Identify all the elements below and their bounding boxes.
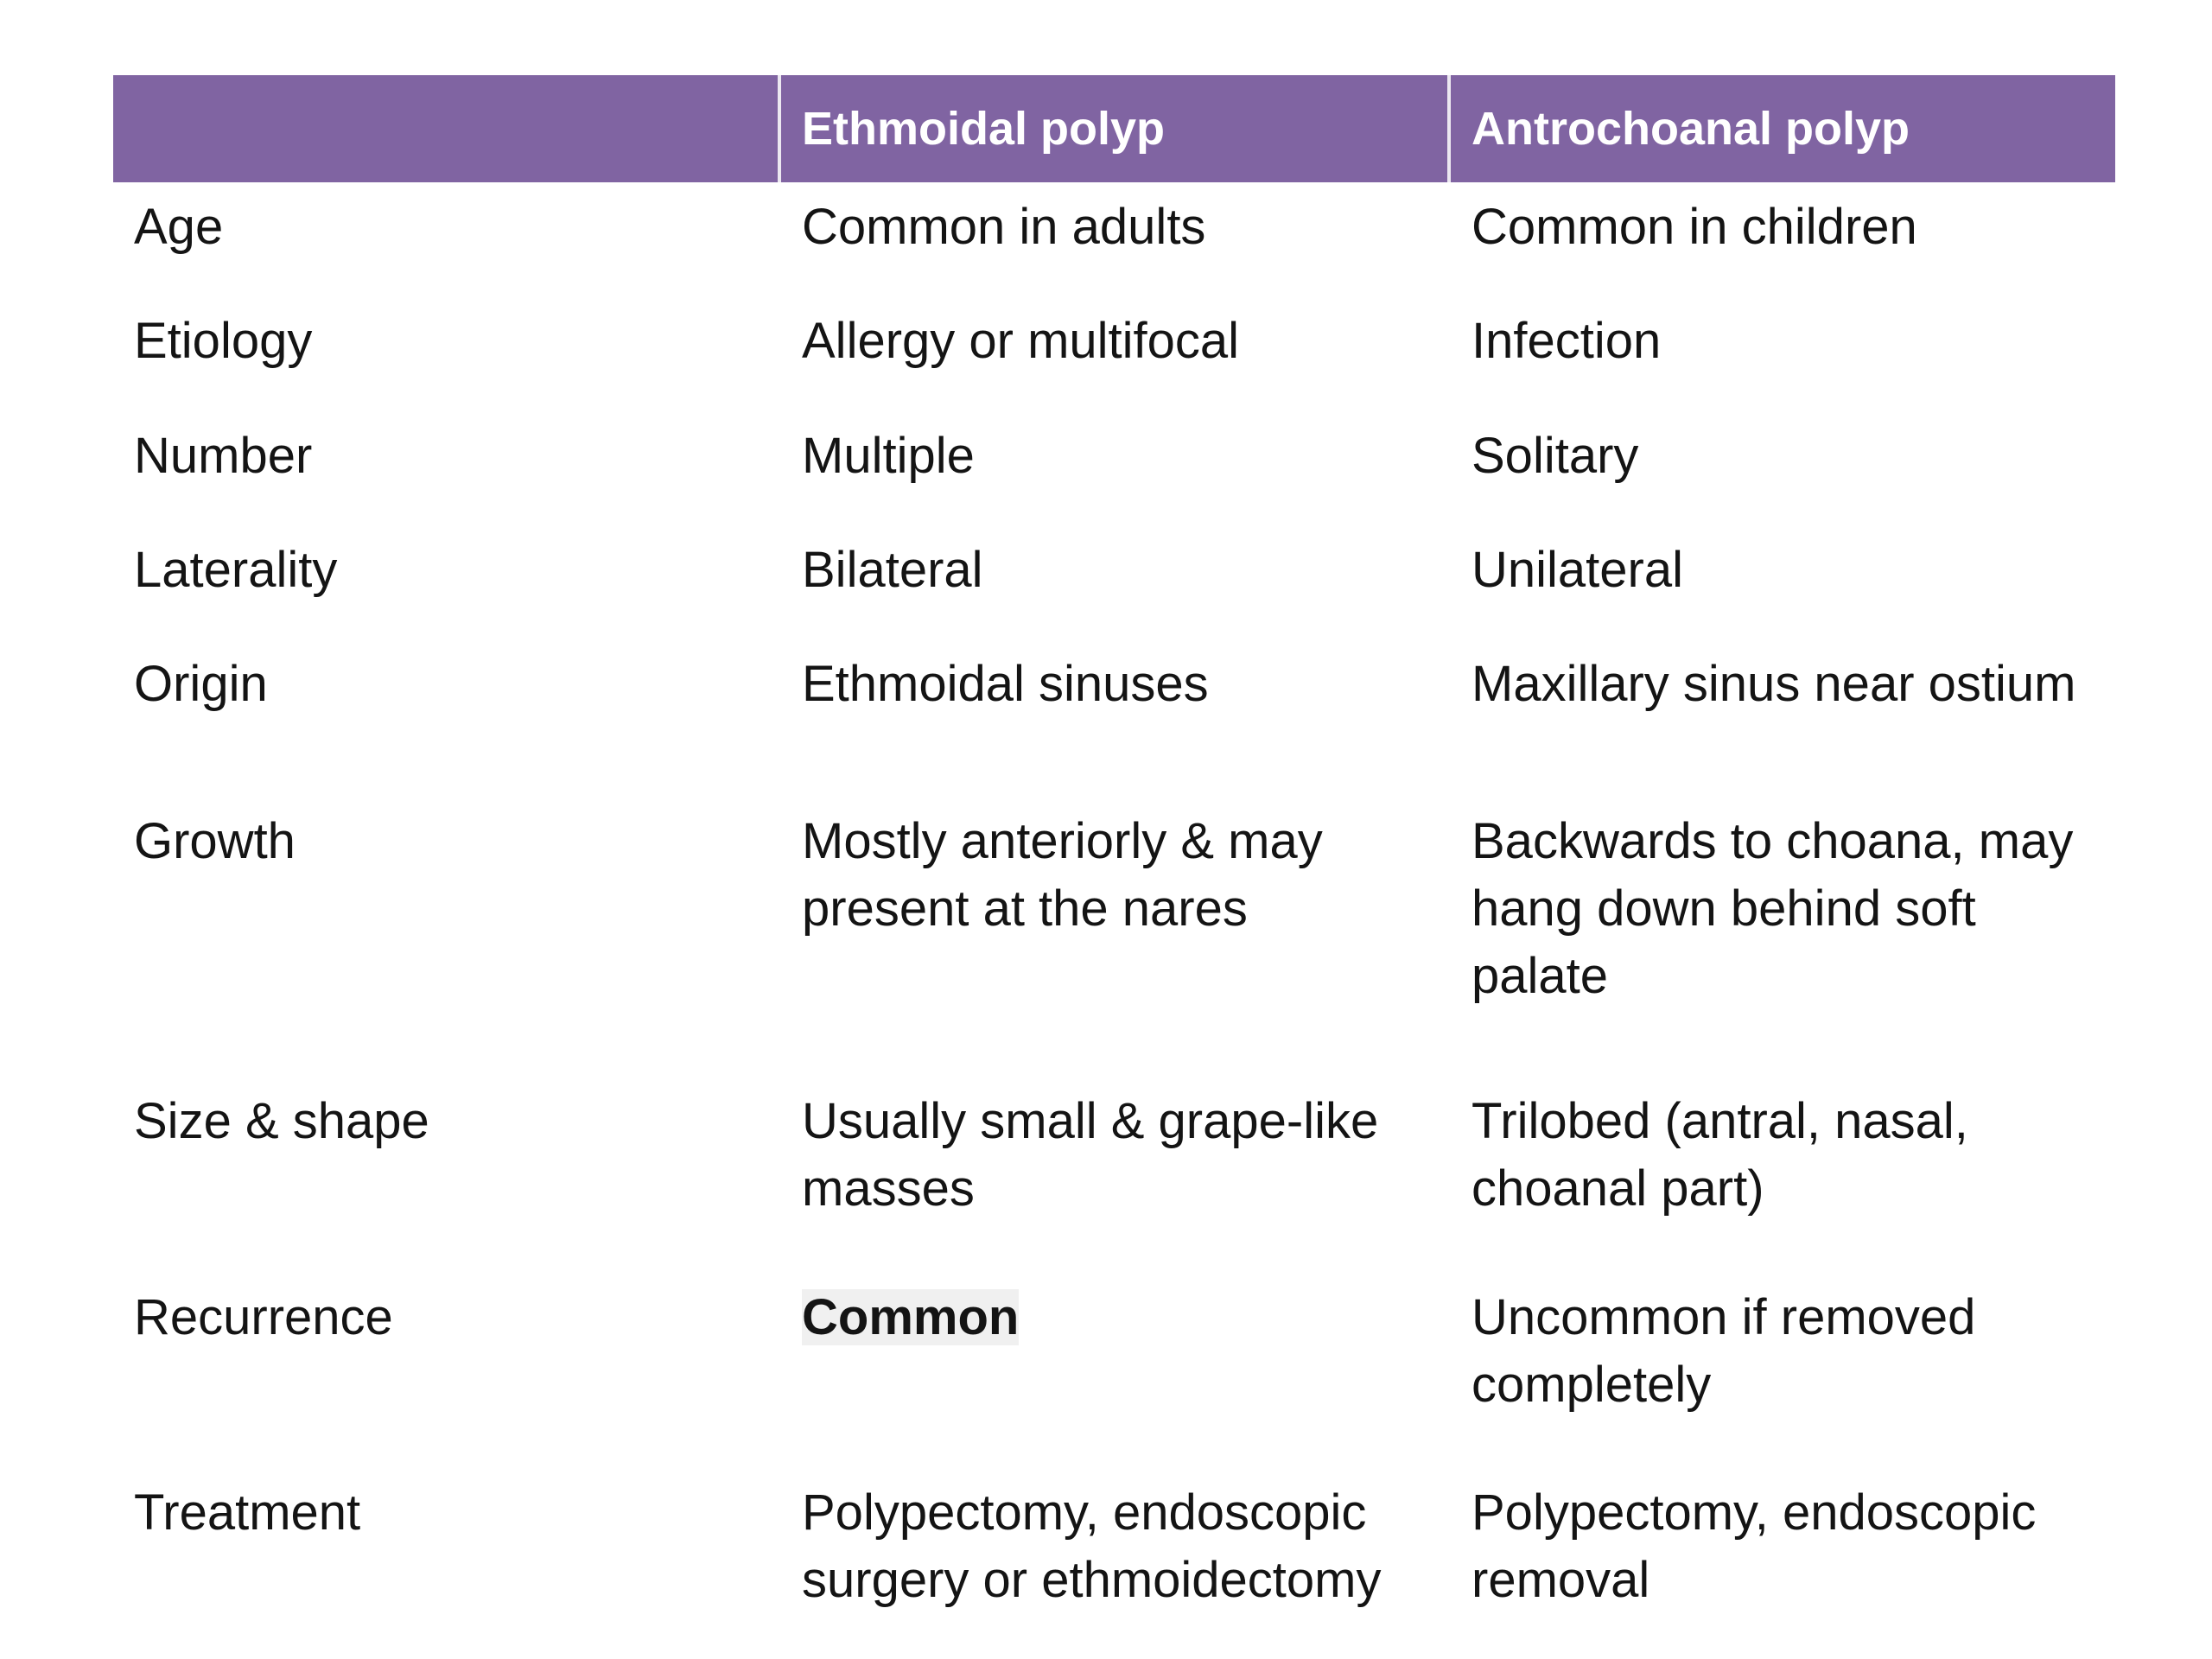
row-label: Size & shape bbox=[134, 1093, 429, 1149]
antrochoanal-cell: Uncommon if removed completely bbox=[1471, 1289, 1976, 1413]
antrochoanal-cell: Infection bbox=[1471, 313, 1662, 369]
antrochoanal-cell: Common in children bbox=[1471, 199, 1917, 255]
ethmoidal-cell: Usually small & grape-like masses bbox=[802, 1093, 1379, 1217]
ethmoidal-cell bbox=[802, 1284, 1441, 1351]
antrochoanal-cell: Maxillary sinus near ostium bbox=[1471, 656, 2076, 712]
header-cell-ethmoidal: Ethmoidal polyp bbox=[802, 103, 1166, 155]
ethmoidal-cell: Ethmoidal sinuses bbox=[802, 656, 1209, 712]
highlighted-value: Common bbox=[802, 1289, 1020, 1345]
row-label: Origin bbox=[134, 656, 268, 712]
antrochoanal-cell: Polypectomy, endoscopic removal bbox=[1471, 1484, 2037, 1608]
row-label: Etiology bbox=[134, 313, 313, 369]
table-header-row bbox=[113, 75, 2115, 182]
ethmoidal-cell: Common in adults bbox=[802, 199, 1206, 255]
header-cell-antrochoanal: Antrochoanal polyp bbox=[1471, 103, 1910, 155]
ethmoidal-cell: Bilateral bbox=[802, 542, 983, 598]
row-label: Treatment bbox=[134, 1484, 361, 1541]
header-cell-empty bbox=[113, 75, 778, 182]
antrochoanal-cell: Unilateral bbox=[1471, 542, 1683, 598]
ethmoidal-cell: Multiple bbox=[802, 428, 975, 484]
antrochoanal-cell: Solitary bbox=[1471, 428, 1639, 484]
row-label: Laterality bbox=[134, 542, 338, 598]
ethmoidal-cell: Polypectomy, endoscopic surgery or ethmoidectomy bbox=[802, 1484, 1382, 1608]
row-label: Number bbox=[134, 428, 313, 484]
antrochoanal-cell: Backwards to choana, may hang down behind soft palate bbox=[1471, 813, 2074, 1004]
antrochoanal-cell: Trilobed (antral, nasal, choanal part) bbox=[1471, 1093, 1968, 1217]
row-label: Growth bbox=[134, 813, 296, 869]
row-label: Age bbox=[134, 199, 224, 255]
ethmoidal-cell: Mostly anteriorly & may present at the nares bbox=[802, 813, 1323, 937]
ethmoidal-cell: Allergy or multifocal bbox=[802, 313, 1240, 369]
row-label: Recurrence bbox=[134, 1289, 393, 1345]
